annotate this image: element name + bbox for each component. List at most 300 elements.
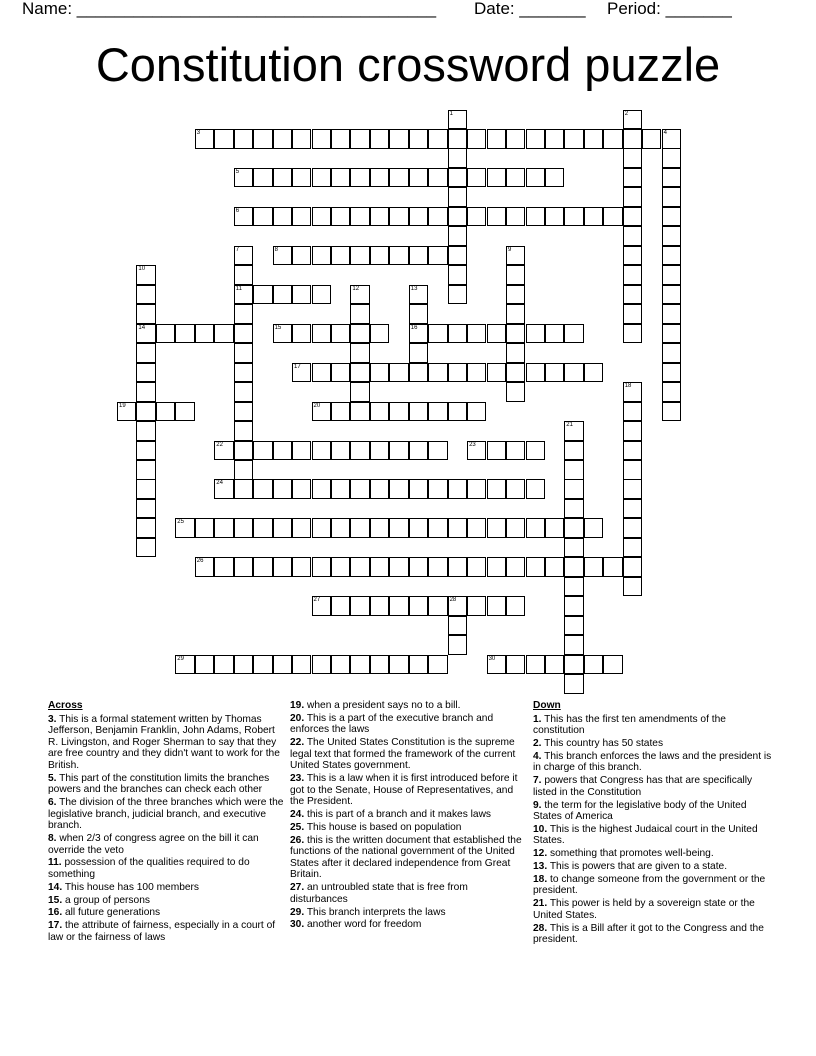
grid-cell[interactable] [564,655,583,675]
grid-cell[interactable] [331,129,350,149]
grid-cell[interactable] [350,168,369,188]
grid-cell[interactable] [623,304,642,324]
grid-cell[interactable] [506,518,525,538]
grid-cell[interactable] [292,557,311,577]
grid-cell[interactable] [214,518,233,538]
grid-cell[interactable] [273,285,292,305]
grid-cell[interactable] [623,499,642,519]
grid-cell[interactable] [195,518,214,538]
grid-cell[interactable] [448,265,467,285]
grid-cell[interactable] [292,655,311,675]
grid-cell[interactable] [350,324,369,344]
grid-cell[interactable] [292,324,311,344]
grid-cell[interactable] [448,402,467,422]
grid-cell[interactable] [312,441,331,461]
grid-cell[interactable] [234,129,253,149]
grid-cell[interactable] [292,518,311,538]
grid-cell[interactable] [234,402,253,422]
grid-cell[interactable] [506,557,525,577]
grid-cell[interactable] [350,557,369,577]
grid-cell[interactable] [448,324,467,344]
grid-cell[interactable] [506,655,525,675]
grid-cell[interactable] [312,363,331,383]
grid-cell[interactable] [526,557,545,577]
grid-cell[interactable] [448,110,467,130]
grid-cell[interactable] [214,441,233,461]
grid-cell[interactable] [623,479,642,499]
grid-cell[interactable] [662,207,681,227]
grid-cell[interactable] [195,324,214,344]
grid-cell[interactable] [331,441,350,461]
grid-cell[interactable] [136,479,155,499]
grid-cell[interactable] [370,655,389,675]
grid-cell[interactable] [428,129,447,149]
grid-cell[interactable] [370,207,389,227]
grid-cell[interactable] [662,363,681,383]
grid-cell[interactable] [136,343,155,363]
grid-cell[interactable] [234,246,253,266]
grid-cell[interactable] [409,285,428,305]
grid-cell[interactable] [428,363,447,383]
grid-cell[interactable] [350,363,369,383]
grid-cell[interactable] [350,518,369,538]
grid-cell[interactable] [603,207,622,227]
grid-cell[interactable] [428,557,447,577]
grid-cell[interactable] [350,285,369,305]
grid-cell[interactable] [506,207,525,227]
grid-cell[interactable] [545,655,564,675]
grid-cell[interactable] [370,363,389,383]
grid-cell[interactable] [487,324,506,344]
grid-cell[interactable] [623,577,642,597]
grid-cell[interactable] [389,655,408,675]
grid-cell[interactable] [312,129,331,149]
grid-cell[interactable] [214,655,233,675]
grid-cell[interactable] [428,655,447,675]
grid-cell[interactable] [234,265,253,285]
grid-cell[interactable] [564,616,583,636]
grid-cell[interactable] [331,518,350,538]
grid-cell[interactable] [175,655,194,675]
grid-cell[interactable] [331,363,350,383]
grid-cell[interactable] [370,479,389,499]
grid-cell[interactable] [564,577,583,597]
grid-cell[interactable] [312,655,331,675]
grid-cell[interactable] [195,557,214,577]
grid-cell[interactable] [564,557,583,577]
grid-cell[interactable] [273,168,292,188]
grid-cell[interactable] [312,557,331,577]
grid-cell[interactable] [428,479,447,499]
grid-cell[interactable] [389,479,408,499]
grid-cell[interactable] [273,655,292,675]
grid-cell[interactable] [448,596,467,616]
grid-cell[interactable] [623,402,642,422]
grid-cell[interactable] [409,441,428,461]
grid-cell[interactable] [662,129,681,149]
grid-cell[interactable] [253,479,272,499]
grid-cell[interactable] [428,246,447,266]
grid-cell[interactable] [467,207,486,227]
grid-cell[interactable] [662,226,681,246]
grid-cell[interactable] [448,129,467,149]
grid-cell[interactable] [662,187,681,207]
grid-cell[interactable] [331,655,350,675]
grid-cell[interactable] [545,324,564,344]
grid-cell[interactable] [350,343,369,363]
grid-cell[interactable] [564,129,583,149]
grid-cell[interactable] [623,110,642,130]
grid-cell[interactable] [448,168,467,188]
grid-cell[interactable] [136,324,155,344]
grid-cell[interactable] [389,168,408,188]
grid-cell[interactable] [487,557,506,577]
grid-cell[interactable] [312,246,331,266]
grid-cell[interactable] [487,479,506,499]
grid-cell[interactable] [526,168,545,188]
grid-cell[interactable] [623,441,642,461]
period-field-label[interactable]: Period: _______ [607,0,732,18]
grid-cell[interactable] [623,148,642,168]
grid-cell[interactable] [370,129,389,149]
grid-cell[interactable] [506,304,525,324]
grid-cell[interactable] [136,402,155,422]
grid-cell[interactable] [467,557,486,577]
grid-cell[interactable] [467,402,486,422]
grid-cell[interactable] [623,187,642,207]
grid-cell[interactable] [409,343,428,363]
grid-cell[interactable] [234,207,253,227]
grid-cell[interactable] [584,129,603,149]
grid-cell[interactable] [662,148,681,168]
grid-cell[interactable] [234,557,253,577]
grid-cell[interactable] [234,655,253,675]
grid-cell[interactable] [662,402,681,422]
grid-cell[interactable] [292,441,311,461]
grid-cell[interactable] [409,304,428,324]
grid-cell[interactable] [409,324,428,344]
grid-cell[interactable] [312,207,331,227]
grid-cell[interactable] [234,479,253,499]
grid-cell[interactable] [564,324,583,344]
grid-cell[interactable] [623,557,642,577]
grid-cell[interactable] [253,207,272,227]
grid-cell[interactable] [623,226,642,246]
grid-cell[interactable] [136,304,155,324]
grid-cell[interactable] [253,518,272,538]
grid-cell[interactable] [564,518,583,538]
grid-cell[interactable] [331,168,350,188]
grid-cell[interactable] [564,421,583,441]
grid-cell[interactable] [234,304,253,324]
grid-cell[interactable] [623,421,642,441]
grid-cell[interactable] [603,129,622,149]
grid-cell[interactable] [487,518,506,538]
grid-cell[interactable] [623,265,642,285]
grid-cell[interactable] [506,285,525,305]
grid-cell[interactable] [370,518,389,538]
grid-cell[interactable] [136,363,155,383]
grid-cell[interactable] [564,479,583,499]
grid-cell[interactable] [214,129,233,149]
grid-cell[interactable] [175,402,194,422]
grid-cell[interactable] [448,207,467,227]
grid-cell[interactable] [214,557,233,577]
grid-cell[interactable] [389,246,408,266]
grid-cell[interactable] [623,382,642,402]
grid-cell[interactable] [623,518,642,538]
grid-cell[interactable] [564,635,583,655]
grid-cell[interactable] [214,479,233,499]
grid-cell[interactable] [350,382,369,402]
grid-cell[interactable] [448,226,467,246]
grid-cell[interactable] [564,538,583,558]
grid-cell[interactable] [603,655,622,675]
grid-cell[interactable] [312,518,331,538]
grid-cell[interactable] [409,655,428,675]
grid-cell[interactable] [350,129,369,149]
grid-cell[interactable] [350,402,369,422]
grid-cell[interactable] [312,324,331,344]
grid-cell[interactable] [389,363,408,383]
grid-cell[interactable] [273,246,292,266]
grid-cell[interactable] [448,246,467,266]
grid-cell[interactable] [234,343,253,363]
grid-cell[interactable] [448,616,467,636]
grid-cell[interactable] [214,324,233,344]
grid-cell[interactable] [409,596,428,616]
grid-cell[interactable] [487,596,506,616]
grid-cell[interactable] [273,324,292,344]
grid-cell[interactable] [253,655,272,675]
grid-cell[interactable] [156,324,175,344]
grid-cell[interactable] [331,402,350,422]
grid-cell[interactable] [428,518,447,538]
grid-cell[interactable] [292,207,311,227]
grid-cell[interactable] [662,382,681,402]
grid-cell[interactable] [136,285,155,305]
grid-cell[interactable] [234,421,253,441]
grid-cell[interactable] [506,343,525,363]
grid-cell[interactable] [312,285,331,305]
grid-cell[interactable] [331,324,350,344]
grid-cell[interactable] [487,363,506,383]
grid-cell[interactable] [389,402,408,422]
grid-cell[interactable] [662,324,681,344]
grid-cell[interactable] [428,324,447,344]
grid-cell[interactable] [273,518,292,538]
grid-cell[interactable] [136,441,155,461]
grid-cell[interactable] [506,265,525,285]
grid-cell[interactable] [350,479,369,499]
grid-cell[interactable] [331,207,350,227]
grid-cell[interactable] [409,168,428,188]
grid-cell[interactable] [409,557,428,577]
grid-cell[interactable] [370,246,389,266]
grid-cell[interactable] [564,596,583,616]
grid-cell[interactable] [623,129,642,149]
grid-cell[interactable] [234,285,253,305]
grid-cell[interactable] [370,557,389,577]
grid-cell[interactable] [370,402,389,422]
grid-cell[interactable] [526,479,545,499]
grid-cell[interactable] [506,441,525,461]
grid-cell[interactable] [389,557,408,577]
grid-cell[interactable] [156,402,175,422]
grid-cell[interactable] [506,324,525,344]
grid-cell[interactable] [350,246,369,266]
grid-cell[interactable] [448,518,467,538]
grid-cell[interactable] [428,168,447,188]
grid-cell[interactable] [623,246,642,266]
grid-cell[interactable] [623,538,642,558]
grid-cell[interactable] [526,655,545,675]
grid-cell[interactable] [564,441,583,461]
grid-cell[interactable] [662,343,681,363]
grid-cell[interactable] [370,168,389,188]
grid-cell[interactable] [253,557,272,577]
grid-cell[interactable] [448,148,467,168]
grid-cell[interactable] [370,596,389,616]
grid-cell[interactable] [487,168,506,188]
grid-cell[interactable] [292,129,311,149]
grid-cell[interactable] [564,499,583,519]
grid-cell[interactable] [292,168,311,188]
grid-cell[interactable] [350,596,369,616]
grid-cell[interactable] [584,557,603,577]
grid-cell[interactable] [409,129,428,149]
grid-cell[interactable] [662,304,681,324]
grid-cell[interactable] [467,324,486,344]
grid-cell[interactable] [448,187,467,207]
grid-cell[interactable] [234,441,253,461]
grid-cell[interactable] [642,129,661,149]
grid-cell[interactable] [370,441,389,461]
grid-cell[interactable] [273,207,292,227]
grid-cell[interactable] [312,479,331,499]
grid-cell[interactable] [487,441,506,461]
grid-cell[interactable] [370,324,389,344]
grid-cell[interactable] [389,518,408,538]
grid-cell[interactable] [448,285,467,305]
grid-cell[interactable] [273,479,292,499]
grid-cell[interactable] [409,207,428,227]
grid-cell[interactable] [331,246,350,266]
grid-cell[interactable] [195,129,214,149]
grid-cell[interactable] [623,324,642,344]
grid-cell[interactable] [487,129,506,149]
grid-cell[interactable] [584,207,603,227]
grid-cell[interactable] [448,363,467,383]
grid-cell[interactable] [409,402,428,422]
grid-cell[interactable] [117,402,136,422]
grid-cell[interactable] [448,557,467,577]
grid-cell[interactable] [506,246,525,266]
grid-cell[interactable] [234,382,253,402]
grid-cell[interactable] [389,441,408,461]
grid-cell[interactable] [545,168,564,188]
grid-cell[interactable] [234,460,253,480]
grid-cell[interactable] [662,285,681,305]
grid-cell[interactable] [312,596,331,616]
grid-cell[interactable] [409,246,428,266]
grid-cell[interactable] [428,596,447,616]
grid-cell[interactable] [564,207,583,227]
grid-cell[interactable] [234,324,253,344]
grid-cell[interactable] [292,479,311,499]
grid-cell[interactable] [409,518,428,538]
grid-cell[interactable] [506,168,525,188]
grid-cell[interactable] [389,207,408,227]
grid-cell[interactable] [526,441,545,461]
grid-cell[interactable] [292,285,311,305]
grid-cell[interactable] [545,363,564,383]
grid-cell[interactable] [136,518,155,538]
grid-cell[interactable] [389,129,408,149]
grid-cell[interactable] [662,246,681,266]
grid-cell[interactable] [467,596,486,616]
grid-cell[interactable] [331,596,350,616]
grid-cell[interactable] [448,479,467,499]
grid-cell[interactable] [312,168,331,188]
grid-cell[interactable] [292,246,311,266]
grid-cell[interactable] [350,304,369,324]
grid-cell[interactable] [428,207,447,227]
grid-cell[interactable] [136,460,155,480]
grid-cell[interactable] [545,207,564,227]
grid-cell[interactable] [662,265,681,285]
grid-cell[interactable] [195,655,214,675]
grid-cell[interactable] [467,518,486,538]
grid-cell[interactable] [564,460,583,480]
grid-cell[interactable] [253,285,272,305]
grid-cell[interactable] [467,168,486,188]
grid-cell[interactable] [136,499,155,519]
grid-cell[interactable] [409,479,428,499]
grid-cell[interactable] [175,324,194,344]
grid-cell[interactable] [136,382,155,402]
name-field-label[interactable]: Name: ______________________________________ [22,0,437,18]
grid-cell[interactable] [331,557,350,577]
grid-cell[interactable] [312,402,331,422]
grid-cell[interactable] [623,207,642,227]
grid-cell[interactable] [467,363,486,383]
grid-cell[interactable] [350,207,369,227]
grid-cell[interactable] [428,441,447,461]
grid-cell[interactable] [506,363,525,383]
grid-cell[interactable] [136,538,155,558]
grid-cell[interactable] [273,441,292,461]
grid-cell[interactable] [136,421,155,441]
grid-cell[interactable] [526,129,545,149]
grid-cell[interactable] [448,635,467,655]
grid-cell[interactable] [487,655,506,675]
grid-cell[interactable] [584,363,603,383]
grid-cell[interactable] [409,363,428,383]
grid-cell[interactable] [253,129,272,149]
date-field-label[interactable]: Date: _______ [474,0,586,18]
grid-cell[interactable] [545,557,564,577]
grid-cell[interactable] [623,460,642,480]
grid-cell[interactable] [273,557,292,577]
grid-cell[interactable] [136,265,155,285]
grid-cell[interactable] [253,168,272,188]
grid-cell[interactable] [292,363,311,383]
grid-cell[interactable] [545,129,564,149]
grid-cell[interactable] [564,674,583,694]
grid-cell[interactable] [584,518,603,538]
grid-cell[interactable] [506,129,525,149]
